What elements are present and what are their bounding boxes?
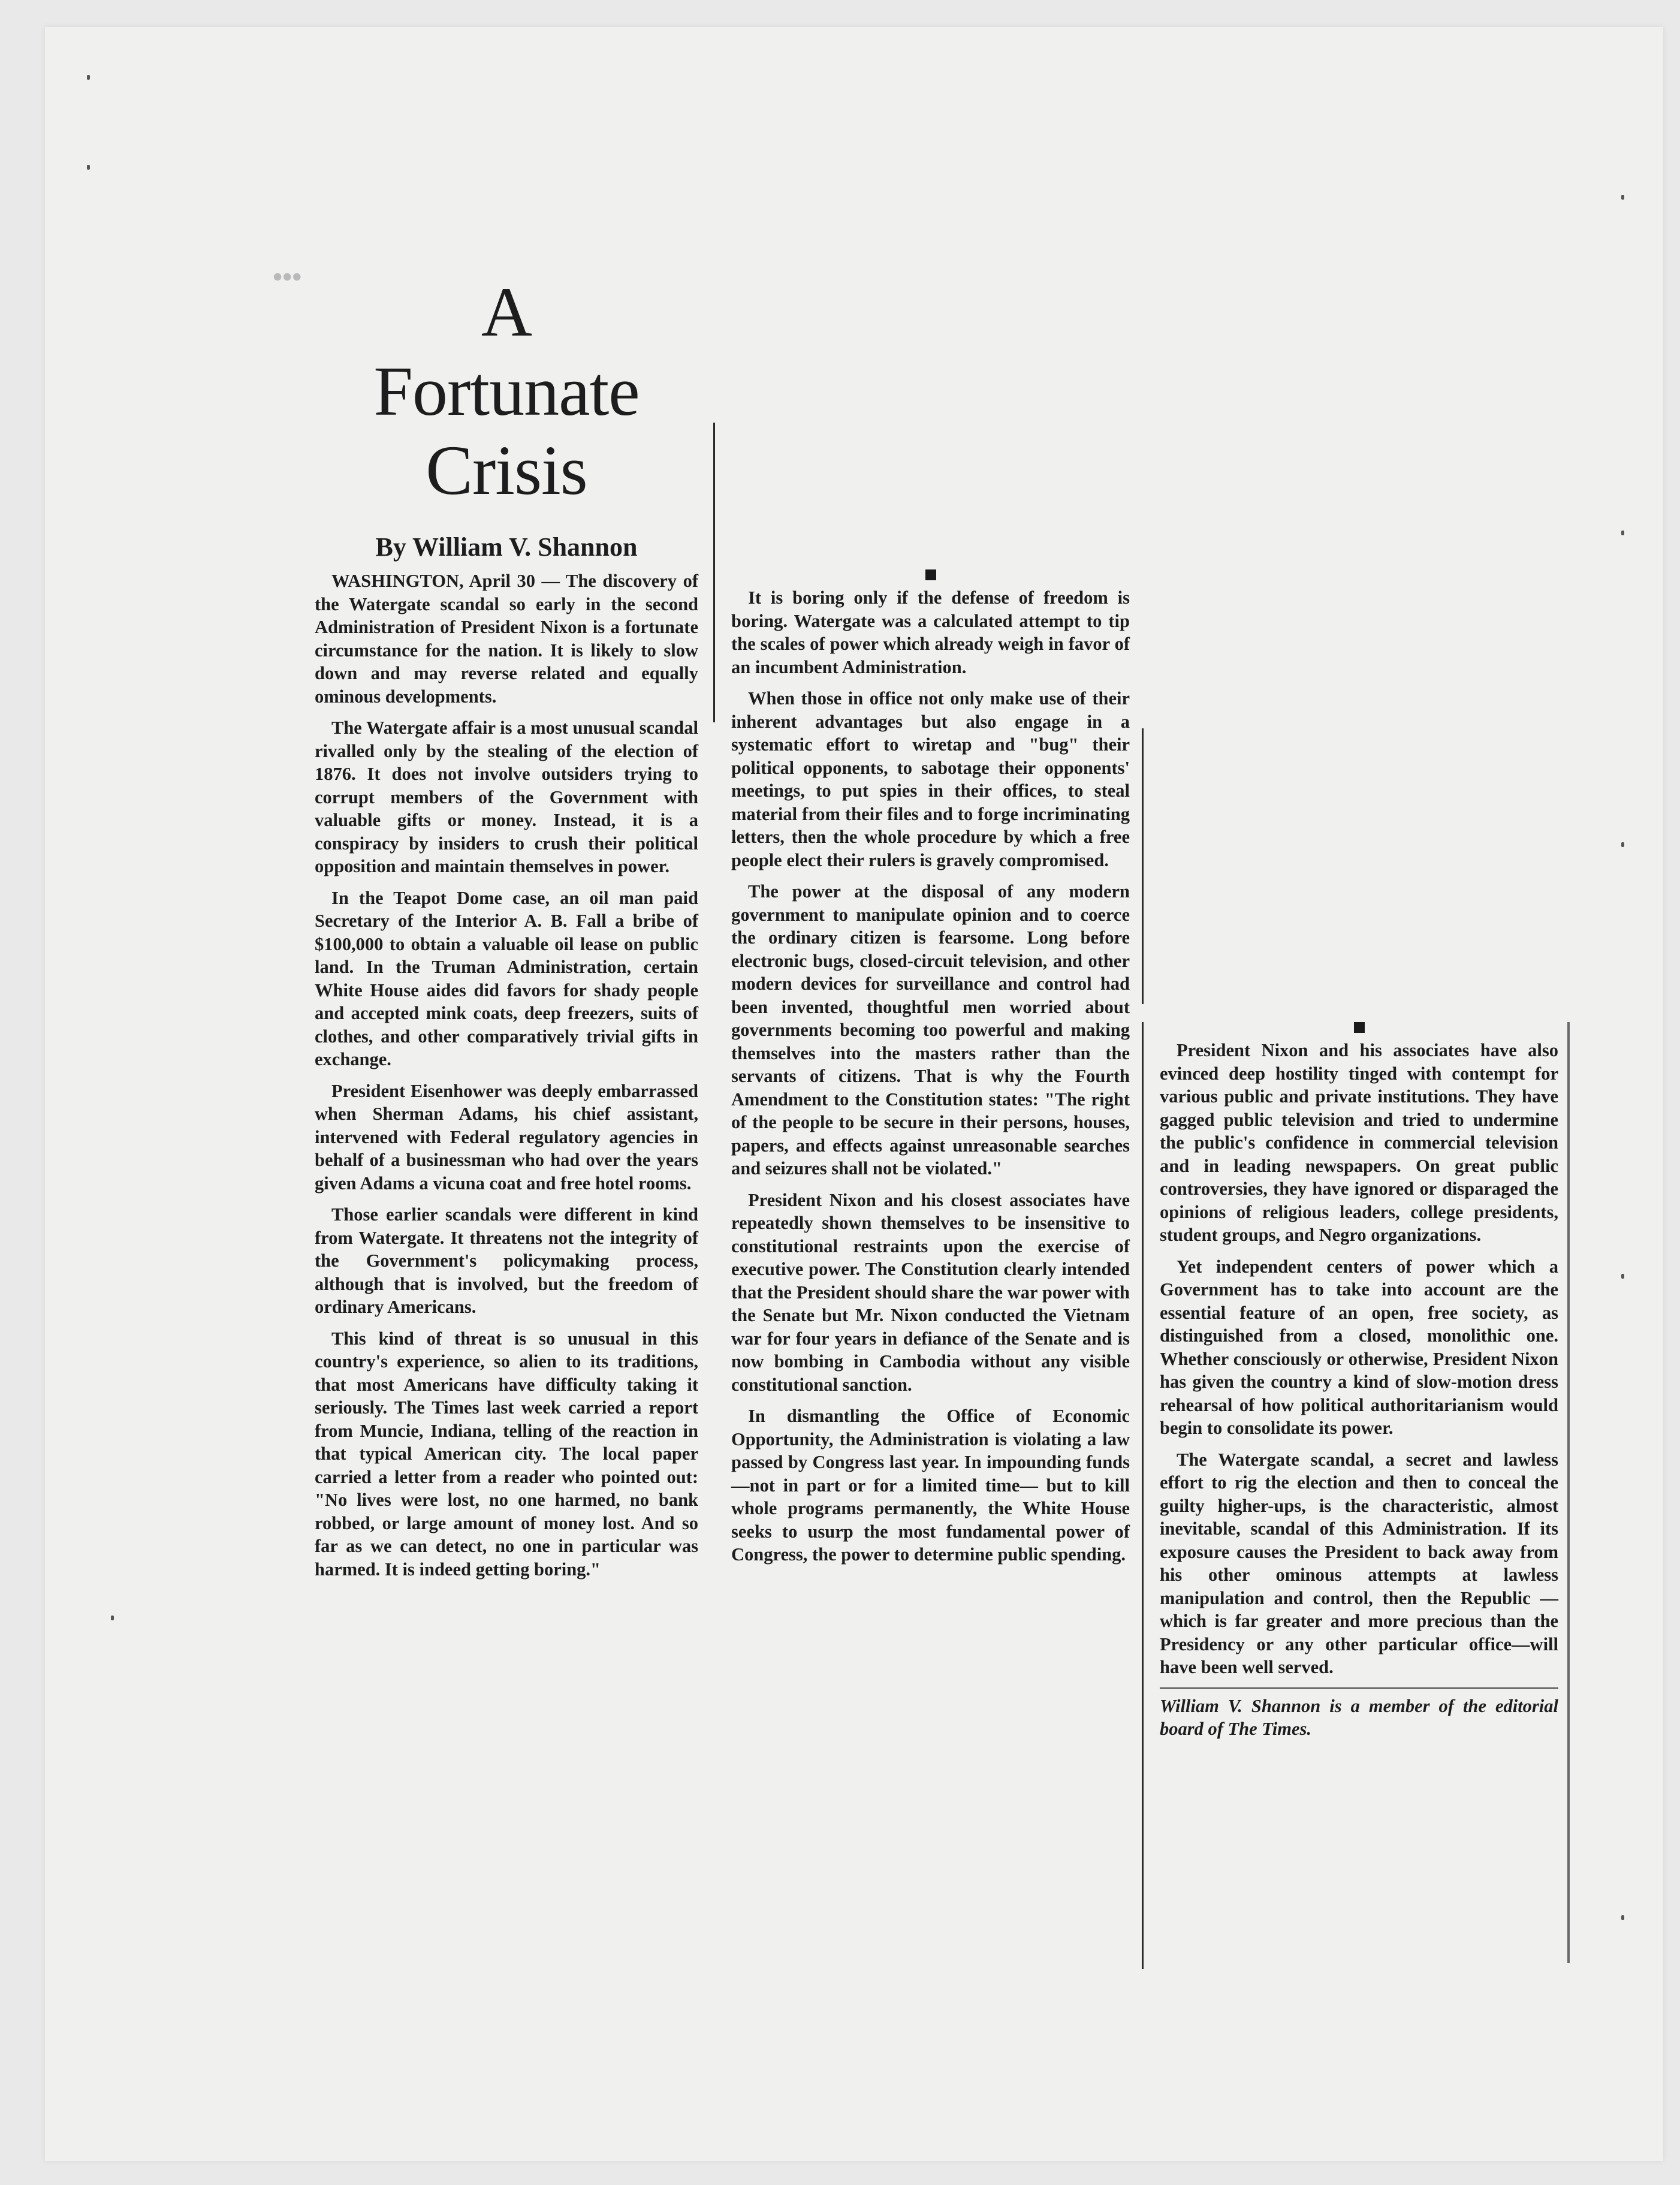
column-rule (1142, 1022, 1144, 1969)
dust-speck (1621, 1915, 1624, 1920)
paragraph (315, 569, 698, 708)
paper-sheet (45, 27, 1663, 2161)
faded-smudge: ••• (273, 261, 302, 292)
section-marker-icon (925, 569, 936, 580)
author-credit: William V. Shannon is a member of the editorial board of The Times. (1160, 1687, 1558, 1741)
dust-speck (1621, 531, 1624, 535)
paragraph: In dismantling the Office of Economic Opportunity, the Administration is violating a law passed by Congress last year. In impounding funds —not in part or for a limited time— but to kill whole programs permanently, the White House seeks to usurp the most fundamental power of Congress, the power to determine public spending. (731, 1406, 1130, 1565)
section-marker-icon (1354, 1022, 1365, 1033)
paragraph: President Nixon and his closest associates have repeatedly shown themselves to be insensitive to constitutional restraints upon the exercise of executive power. The Constitution clearly intended that the President should share the war power with the Senate but Mr. Nixon conducted the Vietnam war for four years in defiance of the Senate and is now bombing in Cambodia without any visible constitutional sanction. (731, 1189, 1130, 1395)
headline-line: Fortunate (373, 352, 640, 430)
paragraph: The power at the disposal of any modern government to manipulate opinion and to coerce the ordinary citizen is fearsome. Long before electronic bugs, closed-circuit television, and other modern devices for surveillance and control had been invented, thoughtful men worried about governments becoming too powerful and making themselves into the masters rather than the servants of citizens. That is why the Fourth Amendment to the Constitution states: "The right of the people to be secure in their persons, houses, papers, and effects against unreasonable searches and seizures shall not be violated." (731, 881, 1130, 1179)
byline: By William V. Shannon (375, 532, 638, 562)
column-rule (713, 423, 715, 722)
paragraph: The Watergate scandal, a secret and lawless effort to rig the election and then to conceal the guilty higher-ups, is the characteristic, almost inevitable, scandal of this Administration. If its exposure causes the President to back away from his other ominous attempts at lawless manipulation and control, then the Republic — which is far greater and more precious than the Presidency or any other particular office—will have been well served. (1160, 1449, 1558, 1677)
paragraph: President Eisenhower was deeply embarrassed when Sherman Adams, his chief assistant, intervened with Federal regulatory agencies in behalf of a businessman who had over the years given Adams a vicuna coat and free hotel rooms. (315, 1080, 698, 1194)
headline-line: A (481, 273, 532, 351)
clipping-edge (1567, 1022, 1570, 1963)
paragraph: Those earlier scandals were different in kind from Watergate. It threatens not the integrity of the Government's policymaking process, although that is involved, but the freedom of ordinary Americans. (315, 1204, 698, 1317)
paragraph-text: The discovery of the Watergate scandal so early in the second Administration of President Nixon is a fortunate circumstance for the nation. It is likely to slow down and may reverse related and equally ominous developments. (315, 571, 698, 707)
headline (315, 273, 698, 510)
column-1 (315, 237, 698, 1589)
column-2 (731, 569, 1130, 1575)
paragraph: The Watergate affair is a most unusual scandal rivalled only by the stealing of the election of 1876. It does not involve outsiders trying to corrupt members of the Government with valuable gifts or money. Instead, it is a conspiracy by insiders to crush their political opposition and maintain themselves in power. (315, 718, 698, 876)
newspaper-clipping (273, 237, 1597, 1969)
dateline: WASHINGTON, April 30 — (331, 571, 560, 591)
dust-speck (111, 1616, 114, 1620)
dust-speck (1621, 195, 1624, 200)
column-rule (1142, 728, 1144, 1004)
paragraph: In the Teapot Dome case, an oil man paid Secretary of the Interior A. B. Fall a bribe of $100,000 to obtain a valuable oil lease on public land. In the Truman Administration, certain White House aides did favors for shady people and accepted mink coats, deep freezers, suits of clothes, and other comparatively trivial gifts in exchange. (315, 887, 698, 1069)
paragraph: This kind of threat is so unusual in this country's experience, so alien to its traditions, that most Americans have difficulty taking it seriously. The Times last week carried a report from Muncie, Indiana, telling of the reaction in that typical American city. The local paper carried a letter from a reader who pointed out: "No lives were lost, no one harmed, no bank robbed, or large amount of money lost. And so far as we can detect, no one in particular was harmed. It is indeed getting boring." (315, 1328, 698, 1580)
dust-speck (1621, 842, 1624, 847)
paragraph: Yet independent centers of power which a Government has to take into account are the essential feature of an open, free society, as distinguished from a closed, monolithic one. Whether consciously or otherwise, President Nixon has given the country a kind of slow-motion dress rehearsal of how political authoritarianism would begin to consolidate its power. (1160, 1256, 1558, 1438)
dust-speck (1621, 1274, 1624, 1279)
paragraph: It is boring only if the defense of freedom is boring. Watergate was a calculated attempt to tip the scales of power which already weigh in favor of an incumbent Administration. (731, 587, 1130, 677)
dust-speck (87, 165, 90, 170)
dust-speck (87, 75, 90, 80)
headline-line: Crisis (426, 431, 587, 510)
paragraph: When those in office not only make use of their inherent advantages but also engage in a systematic effort to wiretap and "bug" their political opponents, to sabotage their opponents' meetings, to put spies in their offices, to steal material from their files and to forge incriminating letters, then the whole procedure by which a free people elect their rulers is gravely compromised. (731, 688, 1130, 870)
paragraph: President Nixon and his associates have also evinced deep hostility tinged with contempt for various public and private institutions. They have gagged public television and tried to undermine the public's confidence in commercial television and in leading newspapers. On great public controversies, they have ignored or disparaged the opinions of religious leaders, college presidents, student groups, and Negro organizations. (1160, 1040, 1558, 1245)
column-3 (1160, 1022, 1558, 1749)
